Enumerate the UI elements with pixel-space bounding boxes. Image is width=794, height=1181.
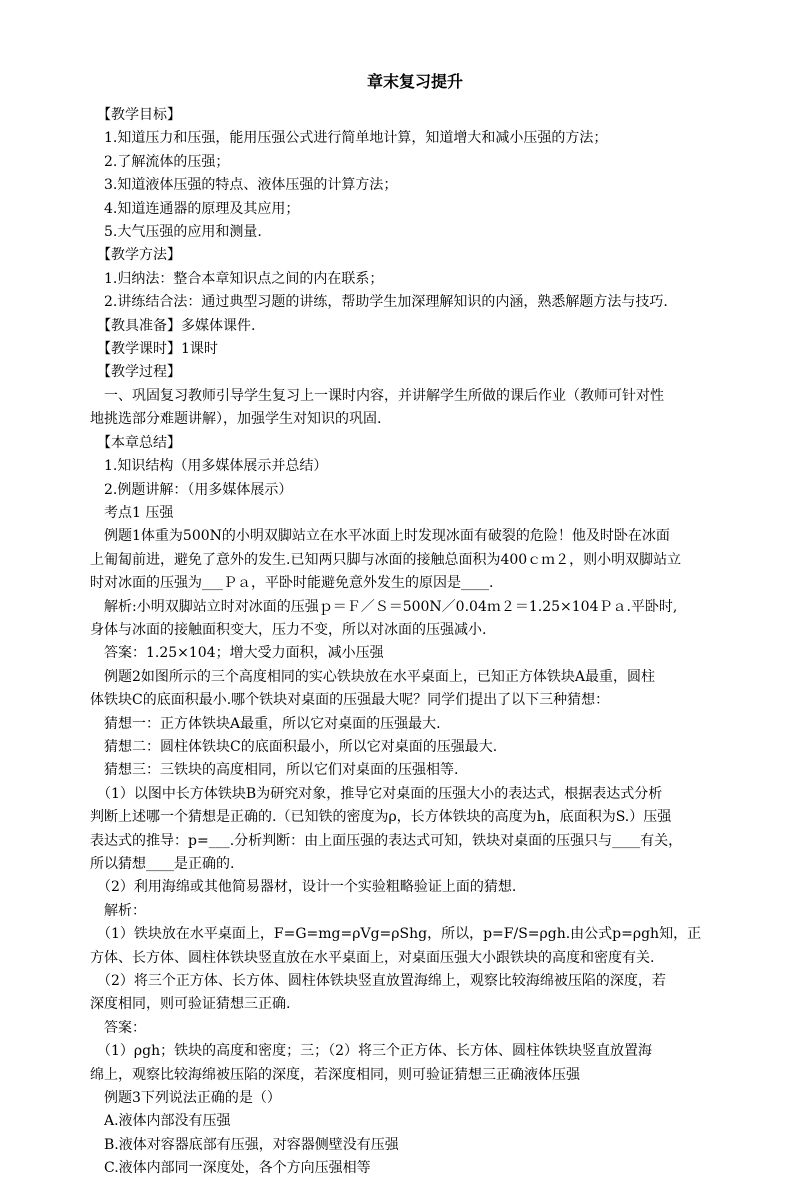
text-line: 2.例题讲解：（用多媒体展示） xyxy=(90,481,293,498)
text-line: 【教学课时】1课时 xyxy=(90,341,218,358)
text-line: 猜想三：三铁块的高度相同，所以它们对桌面的压强相等. xyxy=(90,762,459,779)
text-line: 猜想二：圆柱体铁块C的底面积最小，所以它对桌面的压强最大. xyxy=(90,738,498,755)
text-line: 4.知道连通器的原理及其应用； xyxy=(90,200,300,217)
page-title: 章末复习提升 xyxy=(366,72,463,91)
text-line: 【教学目标】 xyxy=(90,107,181,123)
text-line: 方体、长方体、圆柱体铁块竖直放在水平桌面上，对桌面压强大小跟铁块的高度和密度有关. xyxy=(90,949,655,966)
text-line: 2.讲练结合法：通过典型习题的讲练，帮助学生加深理解知识的内涵，熟悉解题方法与技巧. xyxy=(90,294,668,311)
text-line: 地挑选部分难题讲解），加强学生对知识的巩固. xyxy=(90,411,382,428)
document-page xyxy=(90,70,740,1181)
text-line: （2）将三个正方体、长方体、圆柱体铁块竖直放置海绵上，观察比较海绵被压陷的深度，若 xyxy=(90,973,666,990)
text-line: 表达式的推导：p=___.分析判断：由上面压强的表达式可知，铁块对桌面的压强只与____有关， xyxy=(90,832,683,849)
text-line: 【教学方法】 xyxy=(90,247,181,264)
text-line: 1.知识结构（用多媒体展示并总结） xyxy=(90,458,328,475)
text-line: 2.了解流体的压强； xyxy=(90,153,230,170)
text-line: 解析： xyxy=(90,902,146,919)
text-line: 答案： xyxy=(90,1019,146,1036)
text-line: 考点1 压强 xyxy=(90,504,174,521)
document-body xyxy=(90,104,740,1181)
text-line: 体铁块C的底面积最小.哪个铁块对桌面的压强最大呢？同学们提出了以下三种猜想： xyxy=(90,692,610,709)
text-line: 3.知道液体压强的特点、液体压强的计算方法； xyxy=(90,177,398,194)
text-line: （2）利用海绵或其他简易器材，设计一个实验粗略验证上面的猜想. xyxy=(90,879,517,896)
text-line: 【教具准备】多媒体课件. xyxy=(90,317,256,334)
text-line: 例题3下列说法正确的是（） xyxy=(90,1090,281,1107)
text-line: 上匍匐前进，避免了意外的发生.已知两只脚与冰面的接触总面积为400ｃｍ２，则小明双脚站立 xyxy=(90,551,682,568)
text-line: 时对冰面的压强为___Ｐａ，平卧时能避免意外发生的原因是____. xyxy=(90,575,494,592)
text-line: B.液体对容器底部有压强，对容器侧壁没有压强 xyxy=(90,1136,399,1153)
text-line: A.液体内部没有压强 xyxy=(90,1113,231,1130)
text-line: 判断上述哪一个猜想是正确的.（已知铁的密度为ρ，长方体铁块的高度为h，底面积为S.）压强 xyxy=(90,809,672,826)
text-line: 5.大气压强的应用和测量. xyxy=(90,224,262,241)
text-line: 例题2如图所示的三个高度相同的实心铁块放在水平桌面上，已知正方体铁块A最重，圆柱 xyxy=(90,668,656,685)
text-line: 绵上，观察比较海绵被压陷的深度，若深度相同，则可验证猜想三正确液体压强 xyxy=(90,1066,580,1083)
text-line: 1.知道压力和压强，能用压强公式进行简单地计算，知道增大和减小压强的方法； xyxy=(90,130,608,147)
text-line: 答案：1.25×104；增大受力面积，减小压强 xyxy=(90,645,384,662)
text-line: （1）以图中长方体铁块B为研究对象，推导它对桌面的压强大小的表达式，根据表达式分析 xyxy=(90,785,663,802)
text-line: 【教学过程】 xyxy=(90,364,181,381)
text-line: C.液体内部同一深度处，各个方向压强相等 xyxy=(90,1160,371,1177)
text-line: 深度相同，则可验证猜想三正确. xyxy=(90,996,291,1013)
text-line: （1）铁块放在水平桌面上，F=G=mg=ρVg=ρShg，所以，p=F/S=ρgh.由公式p=ρgh知，正 xyxy=(90,926,702,943)
text-line: 身体与冰面的接触面积变大，压力不变，所以对冰面的压强减小. xyxy=(90,621,487,638)
text-line: 猜想一：正方体铁块A最重，所以它对桌面的压强最大. xyxy=(90,715,441,732)
text-line: 【本章总结】 xyxy=(90,434,181,451)
text-line: 一、巩固复习教师引导学生复习上一课时内容，并讲解学生所做的课后作业（教师可针对性 xyxy=(90,387,664,404)
text-line: 解析:小明双脚站立时对冰面的压强ｐ＝Ｆ／Ｓ＝500N／0.04ｍ２＝1.25×104Ｐａ.平卧时, xyxy=(90,598,678,615)
text-line: 例题1体重为500N的小明双脚站立在水平冰面上时发现冰面有破裂的危险！他及时卧在冰面 xyxy=(90,528,670,545)
text-line: 1.归纳法：整合本章知识点之间的内在联系； xyxy=(90,270,384,287)
text-line: （1）ρgh；铁块的高度和密度；三；（2）将三个正方体、长方体、圆柱体铁块竖直放置海 xyxy=(90,1043,653,1060)
text-line: 所以猜想____是正确的. xyxy=(90,856,235,872)
